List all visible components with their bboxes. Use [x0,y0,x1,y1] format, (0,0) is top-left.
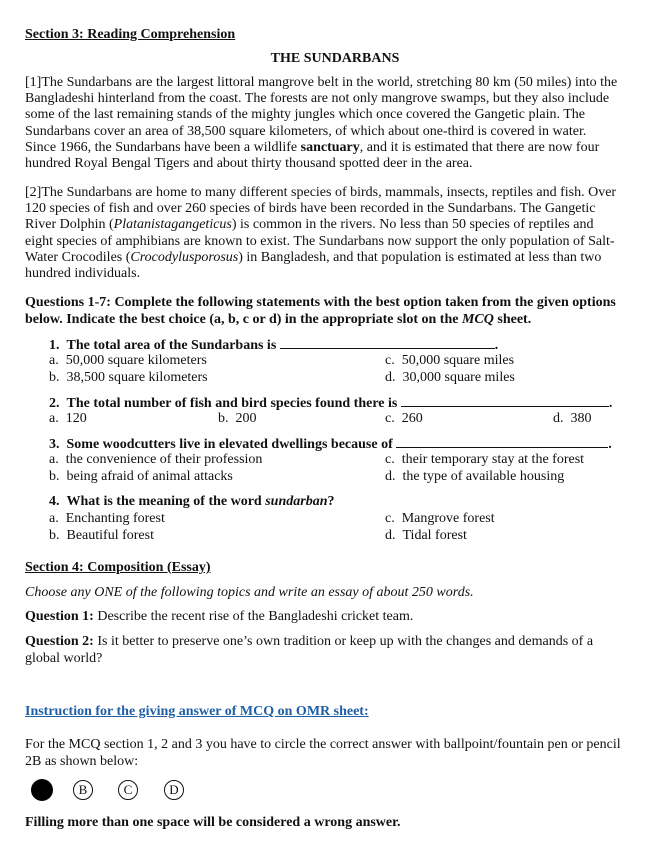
passage-paragraph-1 [25,75,650,172]
filled-bubble-icon [31,779,53,801]
essay-question-2: Question 2: Is it better to preserve one’s own tradition or keep up with the changes and demands of a global world? [25,634,594,666]
question-1: 1. The total area of the Sundarbans is . [49,338,499,353]
option-3c: c. their temporary stay at the forest [385,452,585,467]
answer-blank [401,394,609,407]
essay-question-1: Question 1: Describe the recent rise of the Bangladeshi cricket team. [25,609,414,624]
p1-line: [1]The Sundarbans are the largest littoral mangrove belt in the world, stretching 80 km (50 miles) into the [25,75,618,90]
section3-heading: Section 3: Reading Comprehension [25,27,236,42]
bold-word: sanctuary [300,139,360,155]
bubble-b: B [73,780,93,800]
option-2b: b. 200 [218,411,257,426]
p1-line: some of the last remaining stands of the mighty jungles which once covered the Gangetic plain. The [25,107,585,123]
p2-line: eight species of amphibians are known to exist. The Sundarbans now support the only population of Salt- [25,233,615,249]
bubble-c: C [118,780,138,800]
p1-line: Sundarbans cover an area of 38,500 square kilometers, of which about one-third is covered in water. [25,123,587,139]
passage-title: THE SUNDARBANS [270,51,400,66]
p2-line: River Dolphin (Platanistagangeticus) is common in the rivers. No less than 50 species of reptiles and [25,217,594,233]
p2-line: hundred individuals. [25,266,141,282]
option-3b: b. being afraid of animal attacks [49,469,233,484]
italic-species: Crocodylusporosus [130,249,239,265]
essay-intro: Choose any ONE of the following topics and write an essay of about 250 words. [25,585,474,600]
p2-line: [2]The Sundarbans are home to many different species of birds, mammals, insects, reptiles and fish. Over [25,185,617,200]
p2-line: Water Crocodiles (Crocodylusporosus) in Bangladesh, and that population is estimated at less than two [25,249,602,265]
omr-warning: Filling more than one space will be considered a wrong answer. [25,815,401,830]
option-4c: c. Mangrove forest [385,511,495,526]
option-1d: d. 30,000 square miles [385,370,515,385]
option-3d: d. the type of available housing [385,469,565,484]
p2-line: 120 species of fish and over 260 species of birds have been recorded in the Sundarbans. The Gangetic [25,201,596,217]
question-3: 3. Some woodcutters live in elevated dwellings because of . [49,437,612,452]
option-4d: d. Tidal forest [385,528,467,543]
option-1a: a. 50,000 square kilometers [49,353,207,368]
option-4b: b. Beautiful forest [49,528,154,543]
p1-line: hundred Royal Bengal Tigers and about thirty thousand spotted deer in the area. [25,156,473,172]
p1-line: Since 1966, the Sundarbans have been a wildlife sanctuary, and it is estimated that there are now four [25,139,600,155]
option-2a: a. 120 [49,411,87,426]
p1-line: Bangladeshi hinterland from the coast. The forests are not only mangrove swamps, but they also include [25,91,610,107]
bubble-d: D [164,780,184,800]
option-2d: d. 380 [553,411,592,426]
option-4a: a. Enchanting forest [49,511,165,526]
italic-species: Platanistagangeticus [113,217,232,233]
option-2c: c. 260 [385,411,423,426]
answer-blank [396,435,608,448]
section4-heading: Section 4: Composition (Essay) [25,560,211,575]
option-1b: b. 38,500 square kilometers [49,370,208,385]
passage-paragraph-2 [25,185,650,282]
questions-instruction: Questions 1-7: Complete the following statements with the best option taken from the given options below. Indicate the best choice (a, b, c or d) in the appropriate slot on the MCQ sheet. [25,295,616,327]
omr-instruction-heading: Instruction for the giving answer of MCQ on OMR sheet: [25,704,369,719]
option-3a: a. the convenience of their profession [49,452,263,467]
omr-instruction-text: For the MCQ section 1, 2 and 3 you have to circle the correct answer with ballpoint/fountain pen or pencil 2B as shown below: [25,737,621,769]
question-4: 4. What is the meaning of the word sundarban? [49,494,335,509]
answer-blank [280,336,495,349]
option-1c: c. 50,000 square miles [385,353,515,368]
question-2: 2. The total number of fish and bird species found there is . [49,396,613,411]
